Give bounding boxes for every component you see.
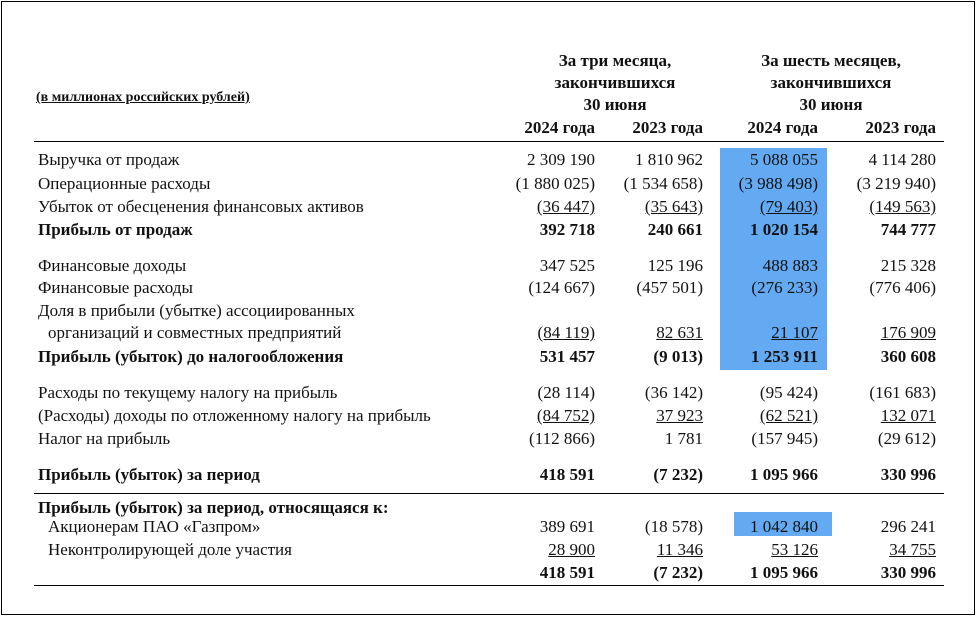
year-header: 2023 года <box>865 118 936 137</box>
section-divider <box>34 493 944 494</box>
table-row: Неконтролирующей доле участия 28 900 11 346 53 126 34 755 <box>48 540 936 559</box>
table-row: Финансовые доходы 347 525 125 196 488 883 215 328 <box>38 256 936 275</box>
header-divider <box>34 141 944 142</box>
table-bottom-divider <box>34 585 944 586</box>
table-row-heading: Прибыль (убыток) за период, относящаяся к: <box>38 498 389 517</box>
table-row: Налог на прибыль (112 866) 1 781 (157 945) (29 612) <box>38 429 936 448</box>
table-row: Операционные расходы (1 880 025) (1 534 658) (3 988 498) (3 219 940) <box>38 174 936 193</box>
table-row: (Расходы) доходы по отложенному налогу на прибыль (84 752) 37 923 (62 521) 132 071 <box>38 406 936 425</box>
table-row-total: Прибыль от продаж 392 718 240 661 1 020 154 744 777 <box>38 220 936 239</box>
table-row: Акционерам ПАО «Газпром» 389 691 (18 578) 1 042 840 296 241 <box>48 517 936 536</box>
table-row: Расходы по текущему налогу на прибыль (28 114) (36 142) (95 424) (161 683) <box>38 383 936 402</box>
table-row: Убыток от обесценения финансовых активов (36 447) (35 643) (79 403) (149 563) <box>38 197 936 216</box>
year-header: 2024 года <box>747 118 818 137</box>
header-three-months: За три месяца, закончившихся 30 июня <box>554 51 676 114</box>
table-row: организаций и совместных предприятий (84 119) 82 631 21 107 176 909 <box>48 323 936 342</box>
header-six-months: За шесть месяцев, закончившихся 30 июня <box>761 51 901 114</box>
table-row-total: 418 591 (7 232) 1 095 966 330 996 <box>539 563 936 582</box>
year-header: 2024 года <box>524 118 595 137</box>
year-header: 2023 года <box>632 118 703 137</box>
table-row: Доля в прибыли (убытке) ассоциированных <box>38 301 355 320</box>
table-row: Выручка от продаж 2 309 190 1 810 962 5 088 055 4 114 280 <box>38 150 936 169</box>
table-row-total: Прибыль (убыток) до налогообложения 531 457 (9 013) 1 253 911 360 608 <box>38 347 936 366</box>
table-row-total: Прибыль (убыток) за период 418 591 (7 232) 1 095 966 330 996 <box>38 465 936 484</box>
table-row: Финансовые расходы (124 667) (457 501) (276 233) (776 406) <box>38 278 936 297</box>
units-label: (в миллионах российских рублей) <box>36 90 250 105</box>
